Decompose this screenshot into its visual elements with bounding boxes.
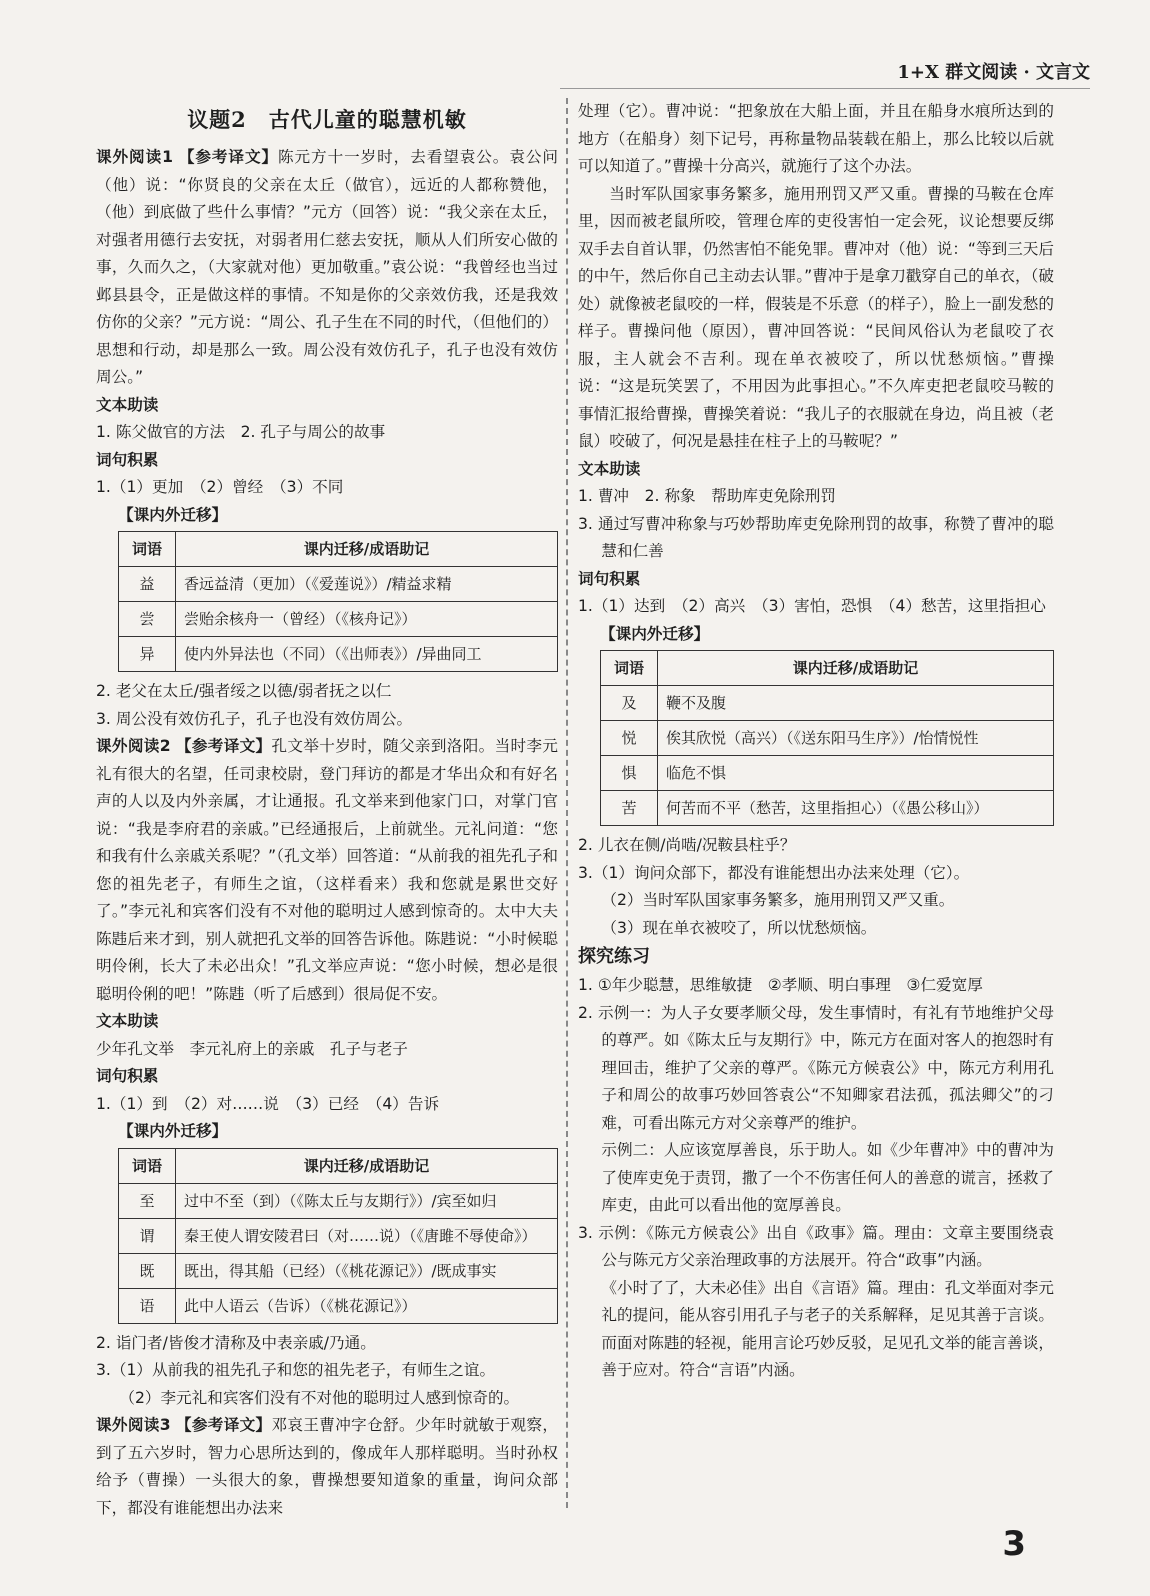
table-cell-word: 至 — [119, 1183, 176, 1218]
reading2-paragraph — [96, 733, 558, 1008]
table-cell-word: 尝 — [119, 602, 176, 637]
right-column — [578, 98, 1054, 1385]
reading1-vocab1: 1.（1）更加 （2）曾经 （3）不同 — [96, 478, 344, 496]
reading3-label: 课外阅读3 — [96, 1416, 171, 1434]
reading1-vocab-label: 词句积累 — [96, 450, 159, 469]
left-column — [96, 98, 558, 1522]
table-cell-note: 何苦而不平（愁苦，这里指担心）（《愚公移山》） — [658, 791, 1054, 826]
table-cell-note: 鞭不及腹 — [658, 686, 1054, 721]
explore-item1: 1. ①年少聪慧，思维敏捷 ②孝顺、明白事理 ③仁爱宽厚 — [578, 976, 983, 994]
explore-item2a: 2. 示例一：为人子女要孝顺父母，发生事情时，有礼有节地维护父母的尊严。如《陈太丘与友期行》中，陈元方在面对客人的抱怨时有理回击，维护了父亲的尊严。《陈元方候袁公》中，陈元方利用孔子和周公的故事巧妙回答袁公“不知卿家君法孤，孤法卿父”的刁难，可看出陈元方对父亲尊严的维护。 — [578, 1003, 1054, 1132]
table-cell-note: 此中人语云（告诉）（《桃花源记》） — [176, 1288, 558, 1323]
table-row — [119, 602, 558, 637]
topic-title: 议题2 古代儿童的聪慧机敏 — [187, 107, 467, 132]
table-header-cell: 词语 — [119, 532, 176, 567]
table-header-cell: 课内迁移/成语助记 — [176, 1148, 558, 1183]
explore-item3a: 3. 示例：《陈元方候袁公》出自《政事》篇。理由：文章主要围绕袁公与陈元方父亲治理政事的方法展开。符合“政事”内涵。 — [578, 1223, 1054, 1269]
table-cell-word: 惧 — [601, 756, 658, 791]
table-cell-note: 使内外异法也（不同）（《出师表》）/异曲同工 — [176, 637, 558, 672]
reading3-transfer — [578, 621, 1054, 827]
table-cell-word: 益 — [119, 567, 176, 602]
reading3-ref: 【参考译文】 — [175, 1416, 272, 1434]
table-row — [119, 637, 558, 672]
reading2-vocab-label: 词句积累 — [96, 1067, 159, 1085]
reading3-cont2: 当时军队国家事务繁多，施用刑罚又严又重。曹操的马鞍在仓库里，因而被老鼠所咬，管理仓库的吏役害怕一定会死，议论想要反绑双手去自首认罪，仍然害怕不能免罪。曹冲对（他）说：“等到三天后的中午，然后你自己主动去认罪。”曹冲于是拿刀戳穿自己的单衣，（破处）就像被老鼠咬的一样，假装是不乐意（的样子），脸上一副发愁的样子。曹操问他（原因），曹冲回答说：“民间风俗认为老鼠咬了衣服，主人就会不吉利。现在单衣被咬了，所以忧愁烦恼。”曹操说：“这是玩笑罢了，不用因为此事担心。”不久库吏把老鼠咬马鞍的事情汇报给曹操，曹操笑着说：“我儿子的衣服就在身边，尚且被（老鼠）咬破了，何况是悬挂在柱子上的马鞍呢？” — [578, 184, 1054, 450]
table-cell-word: 既 — [119, 1253, 176, 1288]
reading3-cont1: 处理（它）。曹冲说：“把象放在大船上面，并且在船身水痕所达到的地方（在船身）刻下记号，再称量物品装载在船上，那么比较以后就可以知道了。”曹操十分高兴，就施行了这个办法。 — [578, 102, 1054, 175]
reading2-item2: 2. 诣门者/皆俊才清称及中表亲戚/乃通。 — [96, 1333, 376, 1352]
reading2-item3b: （2）李元礼和宾客们没有不对他的聪明过人感到惊奇的。 — [119, 1388, 520, 1407]
reading3-item3a: 3.（1）询问众部下，都没有谁能想出办法来处理（它）。 — [578, 863, 970, 882]
explore-item2b: 示例二：人应该宽厚善良，乐于助人。如《少年曹冲》中的曹冲为了使库吏免于责罚，撒了一个不伤害任何人的善意的谎言，拯救了库吏，由此可以看出他的宽厚善良。 — [601, 1141, 1054, 1214]
reading3-item3c: （3）现在单衣被咬了，所以忧愁烦恼。 — [601, 918, 877, 937]
table-cell-word: 语 — [119, 1288, 176, 1323]
reading3-item2: 2. 儿衣在侧/尚啮/况鞍县柱乎？ — [578, 836, 796, 854]
table-cell-note: 尝贻余核舟一（曾经）（《核舟记》） — [176, 602, 558, 637]
reading1-transfer-label: 【课内外迁移】 — [118, 505, 228, 524]
reading2-vocab1: 1.（1）到 （2）对……说 （3）已经 （4）告诉 — [96, 1094, 440, 1113]
reading2-ref: 【参考译文】 — [175, 737, 272, 755]
table-cell-word: 悦 — [601, 721, 658, 756]
reading3-table — [600, 650, 1054, 826]
table-cell-note: 俟其欣悦（高兴）（《送东阳马生序》）/怡情悦性 — [658, 721, 1054, 756]
reading1-item3: 3. 周公没有效仿孔子，孔子也没有效仿周公。 — [96, 709, 413, 728]
reading3-vocab1: 1.（1）达到 （2）高兴 （3）害怕，恐惧 （4）愁苦，这里指担心 — [578, 597, 1046, 615]
column-divider — [566, 98, 568, 1508]
table-row — [119, 1183, 558, 1218]
reading1-transfer — [96, 502, 558, 673]
table-cell-word: 异 — [119, 637, 176, 672]
table-cell-note: 既出，得其船（已经）（《桃花源记》）/既成事实 — [176, 1253, 558, 1288]
reading2-label: 课外阅读2 — [96, 737, 171, 755]
reading1-helper-label: 文本助读 — [96, 395, 159, 414]
page-number: 3 — [1002, 1524, 1026, 1564]
table-cell-note: 过中不至（到）（《陈太丘与友期行》）/宾至如归 — [176, 1183, 558, 1218]
reading1-ref: 【参考译文】 — [178, 148, 278, 166]
explore-item3b: 《小时了了，大未必佳》出自《言语》篇。理由：孔文举面对李元礼的提问，能从容引用孔子与老子的关系解释，足见其善于言谈。而面对陈韪的轻视，能用言论巧妙反驳，足见孔文举的能言善谈，善于应对。符合“言语”内涵。 — [601, 1278, 1054, 1379]
table-header-row — [119, 1148, 558, 1183]
table-row — [119, 1218, 558, 1253]
reading2-text: 孔文举十岁时，随父亲到洛阳。当时李元礼有很大的名望，任司隶校尉，登门拜访的都是才华出众和有好名声的人以及内外亲属，才让通报。孔文举来到他家门口，对掌门官说：“我是李府君的亲戚。”已经通报后，上前就坐。元礼问道：“您和我有什么亲戚关系呢？”（孔文举）回答道：“从前我的祖先孔子和您的祖先老子，有师生之谊，（这样看来）我和您就是累世交好了。”李元礼和宾客们没有不对他的聪明过人感到惊奇的。太中大夫陈韪后来才到，别人就把孔文举的回答告诉他。陈韪说：“小时候聪明伶俐，长大了未必出众！”孔文举应声说：“您小时候，想必是很聪明伶俐的吧！”陈韪（听了后感到）很局促不安。 — [96, 737, 558, 1003]
table-row — [601, 791, 1054, 826]
table-cell-note: 香远益清（更加）（《爱莲说》）/精益求精 — [176, 567, 558, 602]
reading3-text: 邓哀王曹冲字仓舒。少年时就敏于观察，到了五六岁时，智力心思所达到的，像成年人那样聪明。当时孙权给予（曹操）一头很大的象，曹操想要知道象的重量，询问众部下，都没有谁能想出办法来 — [96, 1416, 558, 1517]
table-row — [601, 721, 1054, 756]
table-row — [601, 686, 1054, 721]
table-cell-word: 及 — [601, 686, 658, 721]
table-row — [119, 1288, 558, 1323]
reading1-item2: 2. 老父在太丘/强者绥之以德/弱者抚之以仁 — [96, 682, 392, 700]
table-cell-note: 秦王使人谓安陵君曰（对……说）（《唐雎不辱使命》） — [176, 1218, 558, 1253]
reading3-vocab-label: 词句积累 — [578, 569, 641, 588]
reading1-helper: 1. 陈父做官的方法 2. 孔子与周公的故事 — [96, 423, 386, 441]
reading3-paragraph — [96, 1412, 558, 1522]
table-header-row — [119, 532, 558, 567]
reading3-helper1: 1. 曹冲 2. 称象 帮助库吏免除刑罚 — [578, 487, 836, 505]
reading1-label: 课外阅读1 — [96, 148, 173, 166]
table-header-cell: 词语 — [119, 1148, 176, 1183]
reading2-item3a: 3.（1）从前我的祖先孔子和您的祖先老子，有师生之谊。 — [96, 1361, 496, 1379]
table-header-cell: 课内迁移/成语助记 — [658, 651, 1054, 686]
reading2-helper: 少年孔文举 李元礼府上的亲戚 孔子与老子 — [96, 1039, 408, 1058]
reading3-transfer-label: 【课内外迁移】 — [600, 624, 710, 643]
header-rule — [560, 88, 1090, 89]
table-header-cell: 词语 — [601, 651, 658, 686]
reading2-helper-label: 文本助读 — [96, 1012, 159, 1030]
table-cell-word: 谓 — [119, 1218, 176, 1253]
reading3-item3b: （2）当时军队国家事务繁多，施用刑罚又严又重。 — [601, 891, 955, 909]
reading3-helper3: 3. 通过写曹冲称象与巧妙帮助库吏免除刑罚的故事，称赞了曹冲的聪慧和仁善 — [578, 514, 1054, 560]
reading1-paragraph — [96, 144, 558, 392]
running-header: 1+X 群文阅读 · 文言文 — [897, 62, 1090, 83]
table-row — [119, 567, 558, 602]
table-row — [601, 756, 1054, 791]
table-header-row — [601, 651, 1054, 686]
reading2-table — [118, 1148, 558, 1324]
reading1-table — [118, 531, 558, 672]
reading2-transfer-label: 【课内外迁移】 — [118, 1122, 228, 1140]
table-cell-word: 苦 — [601, 791, 658, 826]
reading3-helper-label: 文本助读 — [578, 459, 641, 478]
reading2-transfer — [96, 1118, 558, 1324]
table-row — [119, 1253, 558, 1288]
table-header-cell: 课内迁移/成语助记 — [176, 532, 558, 567]
explore-label: 探究练习 — [578, 946, 650, 967]
reading1-text: 陈元方十一岁时，去看望袁公。袁公问（他）说：“你贤良的父亲在太丘（做官），远近的人都称赞他，（他）到底做了些什么事情？”元方（回答）说：“我父亲在太丘，对强者用德行去安抚，对弱者用仁慈去安抚，顺从人们所安心做的事，久而久之，（大家就对他）更加敬重。”袁公说：“我曾经也当过邺县县令，正是做这样的事情。不知是你的父亲效仿我，还是我效仿你的父亲？”元方说：“周公、孔子生在不同的时代，（但他们的）思想和行动，却是那么一致。周公没有效仿孔子，孔子也没有效仿周公。” — [96, 148, 558, 386]
table-cell-note: 临危不惧 — [658, 756, 1054, 791]
